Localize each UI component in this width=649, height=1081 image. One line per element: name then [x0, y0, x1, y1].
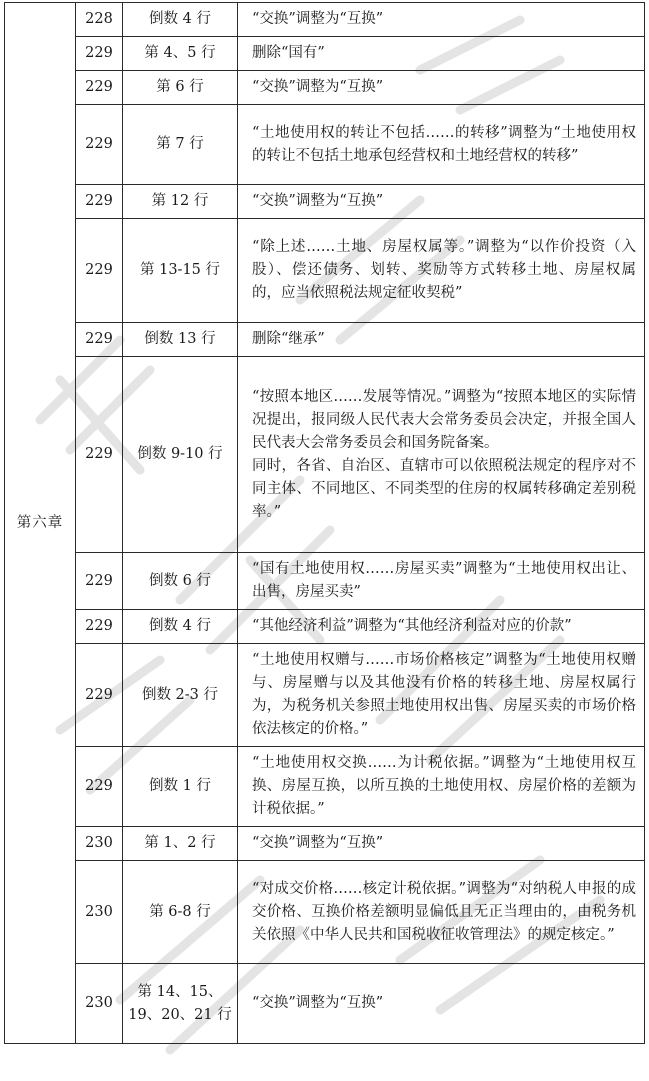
page-cell: 229 [76, 219, 123, 323]
table-row [5, 71, 645, 105]
errata-table [4, 2, 645, 1044]
line-cell: 第 1、2 行 [123, 827, 238, 861]
line-cell: 倒数 4 行 [123, 610, 238, 644]
line-cell: 倒数 13 行 [123, 323, 238, 357]
change-text: “交换”调整为“互换” [252, 79, 384, 95]
change-cell [238, 610, 645, 644]
change-text: “土地使用权赠与……市场价格核定”调整为“土地使用权赠与、房屋赠与以及其他没有价格的转移土地、房屋权属行为，为税务机关参照土地使用权出售、房屋买卖的市场价格依法核定的价格。” [252, 652, 636, 737]
change-text: 删除“国有” [252, 45, 325, 61]
page-cell: 229 [76, 357, 123, 553]
change-cell [238, 861, 645, 964]
page-cell: 229 [76, 747, 123, 827]
change-text: “国有土地使用权……房屋买卖”调整为“土地使用权出让、出售，房屋买卖” [252, 561, 636, 600]
change-text: “除上述……土地、房屋权属等。”调整为“以作价投资（入股）、偿还债务、划转、奖励等方式转移土地、房屋权属的，应当依照税法规定征收契税” [252, 239, 636, 301]
page-cell: 228 [76, 3, 123, 37]
page-cell: 230 [76, 861, 123, 964]
change-text: “按照本地区……发展等情况。”调整为“按照本地区的实际情况提出，报同级人民代表大会常务委员会决定，并报全国人民代表大会常务委员会和国务院备案。 [252, 388, 636, 451]
page-cell: 229 [76, 644, 123, 747]
line-cell: 第 6-8 行 [123, 861, 238, 964]
change-text: 同时，各省、自治区、直辖市可以依照税法规定的程序对不同主体、不同地区、不同类型的住房的权属转移确定差别税率。” [252, 457, 636, 520]
line-cell: 第 4、5 行 [123, 37, 238, 71]
change-cell [238, 553, 645, 610]
table-row [5, 861, 645, 964]
table-row [5, 553, 645, 610]
change-cell [238, 357, 645, 553]
change-cell [238, 827, 645, 861]
page-cell: 229 [76, 71, 123, 105]
line-cell: 倒数 6 行 [123, 553, 238, 610]
change-text: “交换”调整为“互换” [252, 995, 384, 1011]
page-cell: 230 [76, 964, 123, 1044]
change-cell [238, 747, 645, 827]
table-row [5, 644, 645, 747]
table-row [5, 185, 645, 219]
table-row [5, 610, 645, 644]
change-text: “土地使用权交换……为计税依据。”调整为“土地使用权互换、房屋互换，以所互换的土地使用权、房屋价格的差额为计税依据。” [252, 755, 636, 817]
change-text: 删除“继承” [252, 331, 325, 347]
table-row [5, 827, 645, 861]
change-text: “土地使用权的转让不包括……的转移”调整为“土地使用权的转让不包括土地承包经营权和土地经营权的转移” [252, 124, 636, 164]
change-text: “交换”调整为“互换” [252, 835, 384, 851]
page-cell: 229 [76, 553, 123, 610]
page-cell: 229 [76, 185, 123, 219]
change-cell [238, 37, 645, 71]
table-row [5, 323, 645, 357]
change-cell [238, 644, 645, 747]
line-cell: 倒数 9-10 行 [123, 357, 238, 553]
page-cell: 230 [76, 827, 123, 861]
page-cell: 229 [76, 323, 123, 357]
chapter-cell: 第六章 [5, 3, 76, 1044]
line-cell: 倒数 4 行 [123, 3, 238, 37]
change-cell [238, 219, 645, 323]
table-row [5, 964, 645, 1044]
change-cell [238, 185, 645, 219]
table-row [5, 105, 645, 185]
change-cell [238, 71, 645, 105]
line-cell: 第 7 行 [123, 105, 238, 185]
change-cell [238, 964, 645, 1044]
change-text: “对成交价格……核定计税依据。”调整为“对纳税人申报的成交价格、互换价格差额明显偏低且无正当理由的，由税务机关依照《中华人民共和国税收征收管理法》的规定核定。” [252, 880, 636, 943]
line-cell: 第 14、15、19、20、21 行 [123, 964, 238, 1044]
table-row [5, 37, 645, 71]
change-text: “其他经济利益”调整为“其他经济利益对应的价款” [252, 618, 572, 634]
line-cell: 第 6 行 [123, 71, 238, 105]
page-cell: 229 [76, 610, 123, 644]
line-cell: 第 13-15 行 [123, 219, 238, 323]
table-row [5, 219, 645, 323]
table-row [5, 3, 645, 37]
page-cell: 229 [76, 37, 123, 71]
table-row [5, 357, 645, 553]
change-text: “交换”调整为“互换” [252, 11, 384, 27]
change-text: “交换”调整为“互换” [252, 193, 384, 209]
line-cell: 倒数 1 行 [123, 747, 238, 827]
table-row [5, 747, 645, 827]
line-cell: 第 12 行 [123, 185, 238, 219]
line-cell: 倒数 2-3 行 [123, 644, 238, 747]
change-cell [238, 323, 645, 357]
change-cell [238, 105, 645, 185]
change-cell [238, 3, 645, 37]
page-cell: 229 [76, 105, 123, 185]
